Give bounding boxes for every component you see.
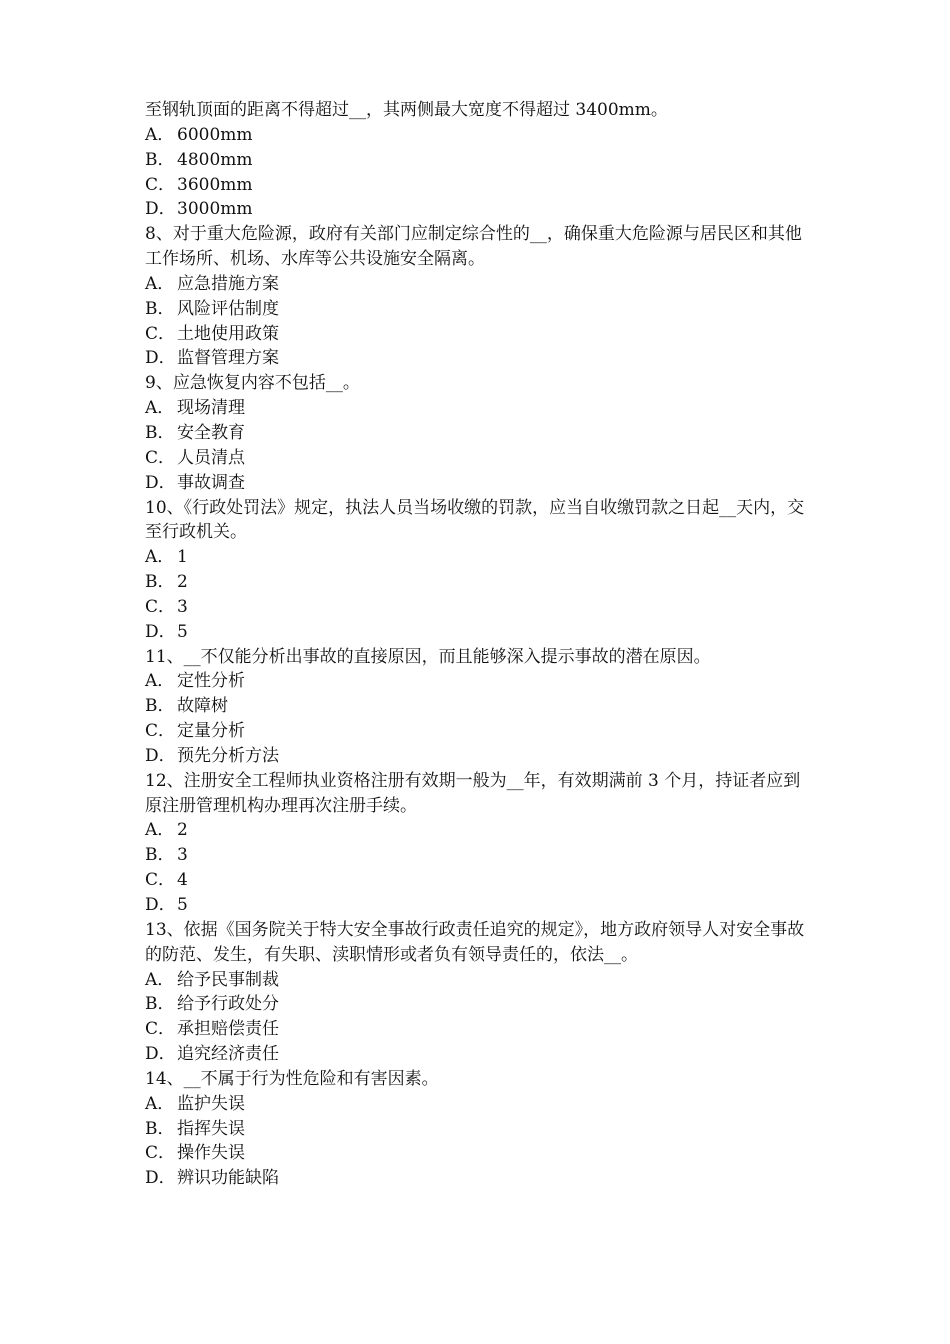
question-item xyxy=(145,645,810,769)
question-stem xyxy=(145,645,810,670)
question-text: __不仅能分析出事故的直接原因，而且能够深入提示事故的潜在原因。 xyxy=(183,646,711,667)
question-stem xyxy=(145,98,810,123)
option-b: B． 2 xyxy=(145,572,188,593)
question-item xyxy=(145,1067,810,1191)
question-number: 14、 xyxy=(145,1068,184,1089)
option-d: D．5 xyxy=(145,621,188,642)
option-b: B． 故障树 xyxy=(145,696,228,717)
question-stem xyxy=(145,1067,810,1092)
question-number: 10、 xyxy=(145,497,184,518)
option-d: D．预先分析方法 xyxy=(145,745,279,766)
question-item xyxy=(145,769,810,918)
option-b: B． 安全教育 xyxy=(145,422,245,443)
option-a: A． 给予民事制裁 xyxy=(145,969,279,990)
option-a: A． 6000mm xyxy=(145,124,253,145)
option-b: B． 风险评估制度 xyxy=(145,298,279,319)
option-d: D．3000mm xyxy=(145,199,253,220)
question-text: 注册安全工程师执业资格注册有效期一般为__年，有效期满前 3 个月，持证者应到原注册管理机构办理再次注册手续。 xyxy=(145,770,801,816)
question-stem xyxy=(145,496,810,546)
option-c: C． 3600mm xyxy=(145,174,253,195)
option-c: C． 承担赔偿责任 xyxy=(145,1019,279,1040)
question-number: 12、 xyxy=(145,770,184,791)
option-b: B． 3 xyxy=(145,845,188,866)
option-c: C． 定量分析 xyxy=(145,721,245,742)
question-stem xyxy=(145,769,810,819)
option-a: A． 定性分析 xyxy=(145,671,245,692)
option-b: B． 指挥失误 xyxy=(145,1118,245,1139)
question-list xyxy=(145,98,810,1191)
option-d: D．监督管理方案 xyxy=(145,348,279,369)
question-number: 8、 xyxy=(145,224,173,245)
option-c: C． 操作失误 xyxy=(145,1143,245,1164)
question-item xyxy=(145,222,810,371)
question-number: 11、 xyxy=(145,646,184,667)
option-c: C． 4 xyxy=(145,870,188,891)
option-c: C． 人员清点 xyxy=(145,447,245,468)
question-number: 9、 xyxy=(145,373,173,394)
question-item xyxy=(145,496,810,645)
question-stem xyxy=(145,371,810,396)
option-c: C． 土地使用政策 xyxy=(145,323,279,344)
question-text: __不属于行为性危险和有害因素。 xyxy=(183,1068,439,1089)
question-item xyxy=(145,918,810,1067)
option-d: D．追究经济责任 xyxy=(145,1044,279,1065)
option-a: A． 2 xyxy=(145,820,188,841)
option-b: B． 4800mm xyxy=(145,149,253,170)
question-stem xyxy=(145,222,810,272)
question-item xyxy=(145,371,810,495)
option-b: B． 给予行政处分 xyxy=(145,994,279,1015)
option-d: D．5 xyxy=(145,895,188,915)
option-a: A． 监护失误 xyxy=(145,1093,245,1114)
question-text: 应急恢复内容不包括__。 xyxy=(172,373,360,394)
question-text: 对于重大危险源，政府有关部门应制定综合性的__，确保重大危险源与居民区和其他工作场所、机场、水库等公共设施安全隔离。 xyxy=(145,224,802,270)
option-c: C． 3 xyxy=(145,596,188,617)
option-d: D．事故调查 xyxy=(145,472,245,493)
option-a: A． 应急措施方案 xyxy=(145,273,279,294)
question-stem xyxy=(145,918,810,968)
question-text: 至钢轨顶面的距离不得超过__，其两侧最大宽度不得超过 3400mm。 xyxy=(145,100,668,120)
question-item xyxy=(145,98,810,222)
question-text: 依据《国务院关于特大安全事故行政责任追究的规定》，地方政府领导人对安全事故的防范、发生，有失职、渎职情形或者负有领导责任的，依法__。 xyxy=(145,919,805,965)
option-a: A． 现场清理 xyxy=(145,398,245,419)
question-text: 《行政处罚法》规定，执法人员当场收缴的罚款，应当自收缴罚款之日起__天内，交至行政机关。 xyxy=(145,497,805,543)
option-d: D．辨识功能缺陷 xyxy=(145,1168,279,1189)
option-a: A． 1 xyxy=(145,547,188,568)
question-number: 13、 xyxy=(145,919,184,940)
